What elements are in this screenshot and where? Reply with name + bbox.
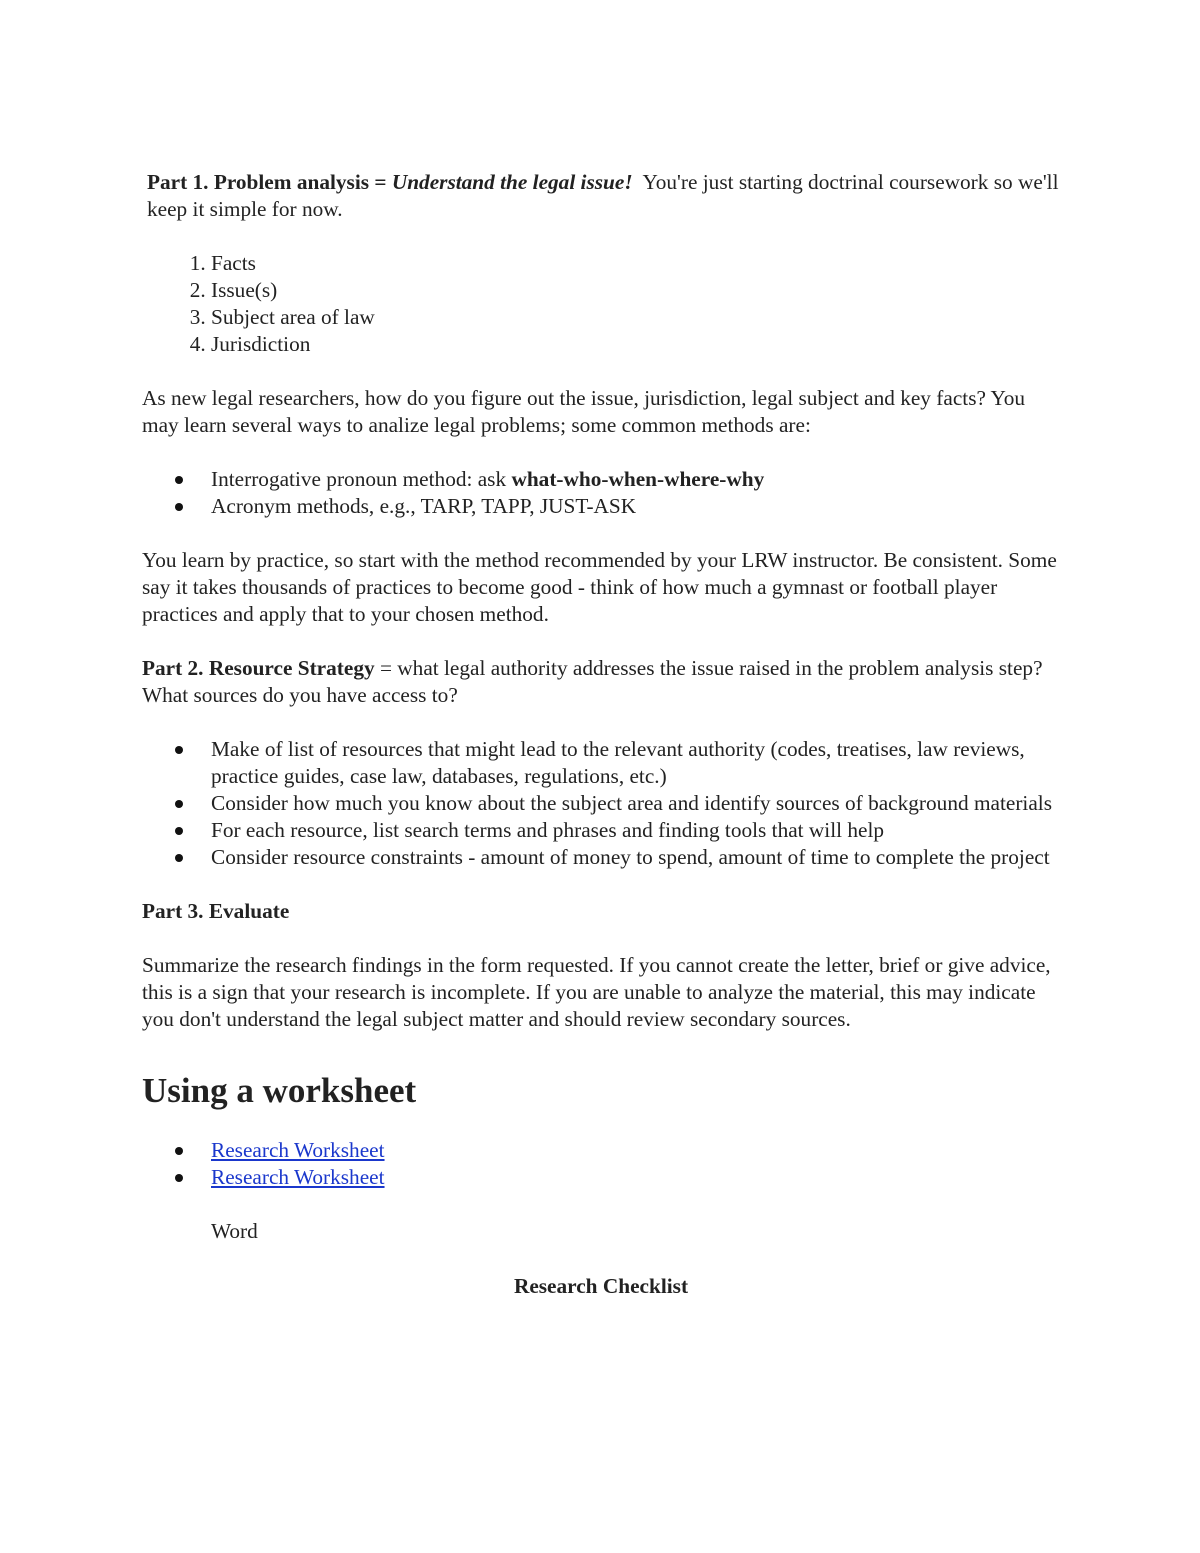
bullet-icon: [175, 1174, 183, 1182]
research-worksheet-link[interactable]: Research Worksheet: [211, 1165, 385, 1189]
research-checklist-title: Research Checklist: [513, 1274, 689, 1298]
list-item: [211, 1137, 1060, 1164]
list-item: [211, 736, 1060, 790]
list-item: [211, 493, 1060, 520]
list-item: 3. Subject area of law: [211, 304, 1060, 331]
resource-item-text: Make of list of resources that might lead to the relevant authority (codes, treatises, law reviews, practice guides, case law, databases, regulations, etc.): [211, 737, 1025, 788]
bullet-icon: [175, 746, 183, 754]
method1-bold: what-who-when-where-why: [511, 467, 765, 491]
bullet-icon: [175, 503, 183, 511]
list-item: [211, 1164, 1060, 1191]
part3-heading-text: Part 3. Evaluate: [142, 899, 290, 923]
part3-heading: [142, 898, 1060, 925]
list-item: [211, 817, 1060, 844]
method1-text: Interrogative pronoun method: ask: [211, 467, 512, 491]
word-label: Word: [211, 1219, 258, 1243]
resource-item-text: For each resource, list search terms and phrases and finding tools that will help: [211, 818, 885, 842]
resource-item-text: Consider how much you know about the subject area and identify sources of background materials: [211, 791, 1052, 815]
bullet-icon: [175, 1147, 183, 1155]
part2-heading: Part 2. Resource Strategy: [142, 656, 375, 680]
practice-paragraph: You learn by practice, so start with the method recommended by your LRW instructor. Be consistent. Some say it takes thousands of practices to become good - think of how much a gymnast or football player practices and apply that to your chosen method.: [142, 548, 1057, 626]
methods-list: [142, 466, 1060, 520]
list-item: 4. Jurisdiction: [211, 331, 1060, 358]
list-item: [211, 844, 1060, 871]
part3-text: Summarize the research findings in the form requested. If you cannot create the letter, brief or give advice, this is a sign that your research is incomplete. If you are unable to analyze the material, this may indicate you don't understand the legal subject matter and should review secondary sources.: [142, 953, 1051, 1031]
list-item: 1. Facts: [211, 250, 1060, 277]
research-worksheet-link[interactable]: Research Worksheet: [211, 1138, 385, 1162]
resource-list: [142, 736, 1060, 871]
part1-steps-list: [142, 250, 1060, 358]
list-item: 2. Issue(s): [211, 277, 1060, 304]
part1-emphasis: Understand the legal issue!: [391, 170, 633, 194]
part1-text: You're just starting doctrinal coursework so we'll keep it simple for now.: [147, 170, 1059, 221]
resource-item-text: Consider resource constraints - amount of money to spend, amount of time to complete the project: [211, 845, 1050, 869]
bullet-icon: [175, 800, 183, 808]
part1-heading: Part 1. Problem analysis =: [147, 170, 387, 194]
part2-intro: [142, 655, 1060, 709]
list-item: [211, 466, 1060, 493]
worksheet-links-list: [142, 1137, 1060, 1191]
bullet-icon: [175, 854, 183, 862]
part1-intro: [142, 169, 1060, 223]
bullet-icon: [175, 827, 183, 835]
part2-text: = what legal authority addresses the issue raised in the problem analysis step? What sources do you have access to?: [142, 656, 1043, 707]
bullet-icon: [175, 476, 183, 484]
list-item: [211, 790, 1060, 817]
method2-text: Acronym methods, e.g., TARP, TAPP, JUST-ASK: [211, 494, 637, 518]
worksheet-heading: Using a worksheet: [142, 1071, 417, 1110]
part1-question: As new legal researchers, how do you figure out the issue, jurisdiction, legal subject and key facts? You may learn several ways to analize legal problems; some common methods are:: [142, 386, 1026, 437]
